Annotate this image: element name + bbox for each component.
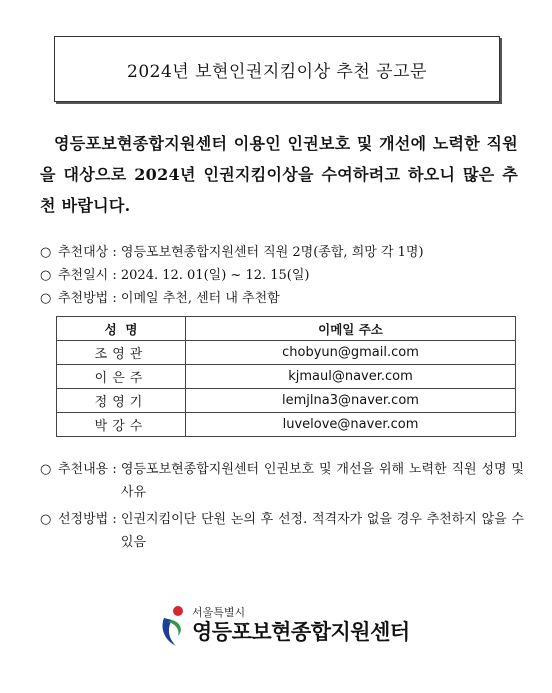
item-label: 추천방법 (58, 291, 109, 306)
circle-bullet-icon: ○ (40, 245, 52, 260)
item-value: 영등포보현종합지원센터 직원 2명(종합, 희망 각 1명) (120, 245, 424, 260)
logo-emblem-icon (158, 604, 190, 648)
circle-bullet-icon: ○ (40, 462, 52, 477)
logo-subtitle: 서울특별시 (192, 606, 246, 619)
table-header-row (57, 317, 516, 341)
intro-paragraph: 영등포보현종합지원센터 이용인 인권보호 및 개선에 노력한 직원을 대상으로 2024년 인권지킴이상을 수여하려고 하오니 많은 추천 바랍니다. (40, 134, 518, 215)
header-email: 이메일 주소 (186, 317, 516, 341)
item-label: 추천대상 (58, 245, 109, 260)
item-label: 추천일시 (58, 268, 109, 283)
notice-title: 2024년 보현인권지킴이상 추천 공고문 (127, 61, 427, 82)
cell-name: 이은주 (57, 365, 186, 389)
cell-email[interactable]: kjmaul@naver.com (186, 365, 516, 389)
table-row (57, 365, 516, 389)
notice-title-box (54, 36, 500, 102)
table-row (57, 389, 516, 413)
recommendation-email-table (56, 316, 516, 437)
item-value: 이메일 추천, 센터 내 추천함 (120, 291, 280, 306)
item-label: 선정방법 (58, 512, 109, 527)
item-colon: : (108, 268, 121, 283)
cell-email[interactable]: luvelove@naver.com (186, 413, 516, 437)
table-row (57, 413, 516, 437)
table-row (57, 341, 516, 365)
cell-email[interactable]: chobyun@gmail.com (186, 341, 516, 365)
center-logo (158, 602, 418, 648)
cell-name: 박강수 (57, 413, 186, 437)
item-selection (40, 508, 524, 554)
item-label: 추천내용 (58, 462, 109, 477)
cell-name: 정영기 (57, 389, 186, 413)
item-value: 2024. 12. 01(일) ~ 12. 15(일) (120, 268, 310, 283)
item-value: 영등포보현종합지원센터 인권보호 및 개선을 위해 노력한 직원 성명 및 사유 (120, 462, 524, 500)
item-period (40, 264, 524, 287)
cell-email[interactable]: lemjlna3@naver.com (186, 389, 516, 413)
circle-bullet-icon: ○ (40, 512, 52, 527)
logo-name: 영등포보현종합지원센터 (192, 620, 410, 644)
item-content (40, 458, 524, 504)
item-colon: : (108, 512, 121, 527)
header-name: 성 명 (57, 317, 186, 341)
item-method (40, 287, 524, 310)
item-colon: : (108, 462, 121, 477)
cell-name: 조영관 (57, 341, 186, 365)
item-colon: : (108, 291, 121, 306)
item-value: 인권지킴이단 단원 논의 후 선정. 적격자가 없을 경우 추천하지 않을 수 있음 (120, 512, 524, 550)
circle-bullet-icon: ○ (40, 268, 52, 283)
item-target (40, 241, 524, 264)
circle-bullet-icon: ○ (40, 291, 52, 306)
item-colon: : (108, 245, 121, 260)
